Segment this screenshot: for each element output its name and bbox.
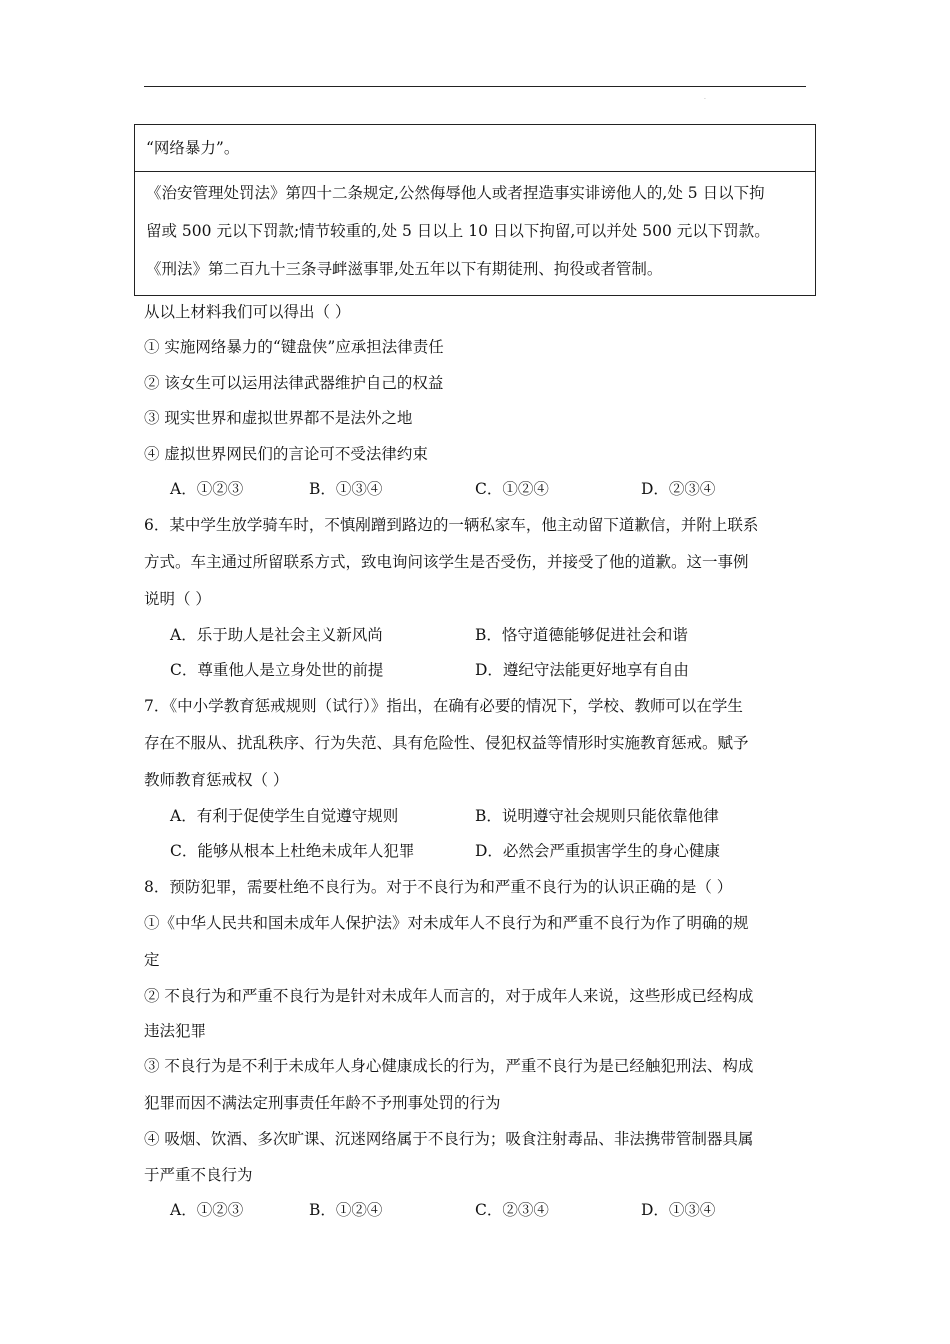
q5-option-b[interactable]: B．①③④	[309, 480, 383, 498]
q5-item: ① 实施网络暴力的“键盘侠”应承担法律责任	[144, 338, 444, 356]
q8-option-d[interactable]: D．①③④	[641, 1201, 716, 1219]
law-text-line: 留或 500 元以下罚款;情节较重的,处 5 日以上 10 日以下拘留,可以并处 500 元以下罚款。	[146, 222, 770, 240]
q7-stem-line: 教师教育惩戒权（ ）	[144, 771, 289, 789]
q8-option-c[interactable]: C．②③④	[475, 1201, 549, 1219]
q8-item-line: 犯罪而因不满法定刑事责任年龄不予刑事处罚的行为	[144, 1094, 501, 1112]
law-text-line: 《刑法》第二百九十三条寻衅滋事罪,处五年以下有期徒刑、拘役或者管制。	[146, 260, 663, 278]
q5-option-d[interactable]: D．②③④	[641, 480, 716, 498]
q8-option-b[interactable]: B．①②④	[309, 1201, 383, 1219]
q8-item-line: ③ 不良行为是不利于未成年人身心健康成长的行为，严重不良行为是已经触犯刑法、构成	[144, 1057, 754, 1075]
q5-option-a[interactable]: A．①②③	[170, 480, 244, 498]
q5-stem: 从以上材料我们可以得出（ ）	[144, 303, 351, 321]
q7-option-d[interactable]: D．必然会严重损害学生的身心健康	[475, 842, 720, 860]
q7-option-b[interactable]: B．说明遵守社会规则只能依靠他律	[475, 807, 719, 825]
q8-item-line: ①《中华人民共和国未成年人保护法》对未成年人不良行为和严重不良行为作了明确的规	[144, 914, 749, 932]
q6-option-d[interactable]: D．遵纪守法能更好地享有自由	[475, 661, 689, 679]
q5-item: ④ 虚拟世界网民们的言论可不受法律约束	[144, 445, 428, 463]
q8-item-line: ④ 吸烟、饮酒、多次旷课、沉迷网络属于不良行为；吸食注射毒品、非法携带管制器具属	[144, 1130, 754, 1148]
header-mark: ·	[704, 96, 706, 103]
q5-option-c[interactable]: C．①②④	[475, 480, 549, 498]
header-rule	[144, 86, 806, 87]
q6-stem-line: 说明（ ）	[144, 590, 211, 608]
q7-stem-line: 存在不服从、扰乱秩序、行为失范、具有危险性、侵犯权益等情形时实施教育惩戒。赋予	[144, 734, 749, 752]
q6-stem-line: 6．某中学生放学骑车时，不慎剐蹭到路边的一辆私家车，他主动留下道歉信，并附上联系	[144, 516, 759, 534]
q6-option-a[interactable]: A．乐于助人是社会主义新风尚	[170, 626, 383, 644]
q7-option-c[interactable]: C．能够从根本上杜绝未成年人犯罪	[170, 842, 415, 860]
q8-item-line: 于严重不良行为	[144, 1166, 253, 1184]
q6-option-b[interactable]: B．恪守道德能够促进社会和谐	[475, 626, 688, 644]
q8-stem: 8．预防犯罪，需要杜绝不良行为。对于不良行为和严重不良行为的认识正确的是（ ）	[144, 878, 733, 896]
q8-item-line: ② 不良行为和严重不良行为是针对未成年人而言的，对于成年人来说，这些形成已经构成	[144, 987, 754, 1005]
q5-item: ③ 现实世界和虚拟世界都不是法外之地	[144, 409, 413, 427]
q5-item: ② 该女生可以运用法律武器维护自己的权益	[144, 374, 444, 392]
material-box-row-1	[134, 124, 816, 172]
q6-stem-line: 方式。车主通过所留联系方式，致电询问该学生是否受伤，并接受了他的道歉。这一事例	[144, 553, 749, 571]
q7-option-a[interactable]: A．有利于促使学生自觉遵守规则	[170, 807, 399, 825]
material-box-row-2	[134, 172, 816, 296]
q6-option-c[interactable]: C．尊重他人是立身处世的前提	[170, 661, 384, 679]
material-text: “网络暴力”。	[146, 139, 240, 157]
q8-item-line: 定	[144, 951, 160, 969]
q8-item-line: 违法犯罪	[144, 1022, 207, 1040]
q8-option-a[interactable]: A．①②③	[170, 1201, 244, 1219]
law-text-line: 《治安管理处罚法》第四十二条规定,公然侮辱他人或者捏造事实诽谤他人的,处 5 日以下拘	[146, 184, 765, 202]
q7-stem-line: 7．《中小学教育惩戒规则（试行）》指出，在确有必要的情况下，学校、教师可以在学生	[144, 697, 743, 715]
